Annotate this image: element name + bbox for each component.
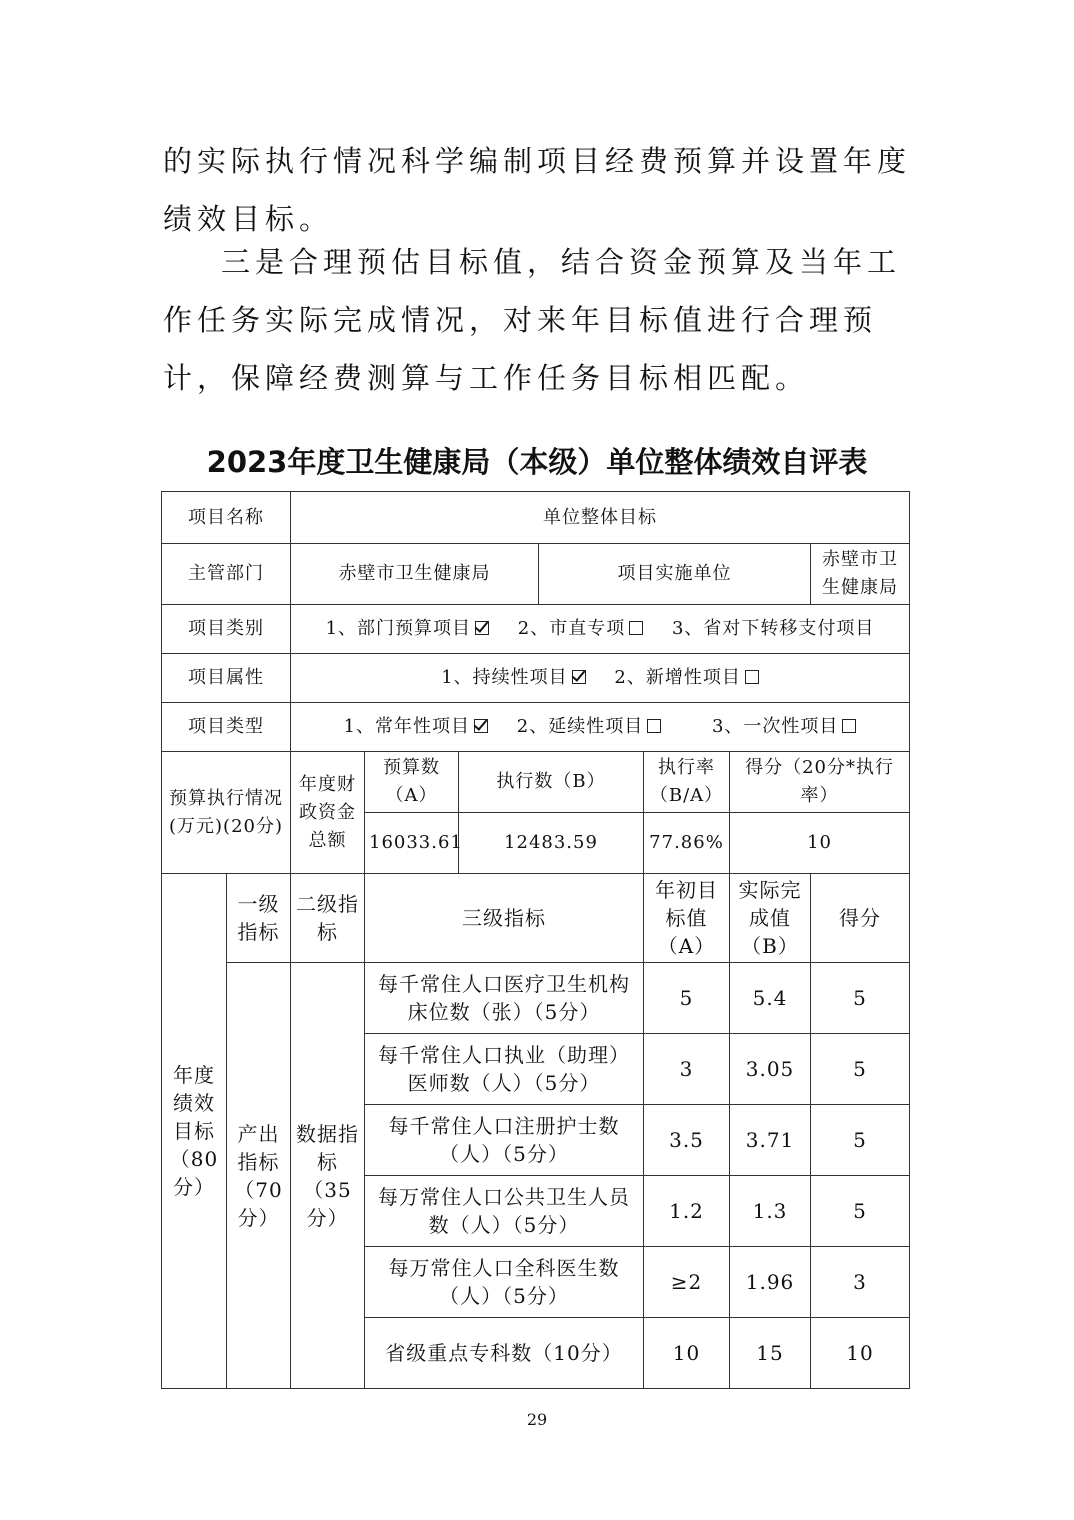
label-actual: 实际完成值（B） — [730, 874, 811, 963]
label-rate: 执行率（B/A） — [644, 752, 730, 813]
indicator-target: 10 — [644, 1318, 730, 1389]
indicator-target: 1.2 — [644, 1176, 730, 1247]
category-options — [291, 605, 910, 654]
label-level2: 二级指标 — [291, 874, 365, 963]
indicator-name: 每万常住人口全科医生数（人）（5分） — [365, 1247, 644, 1318]
indicator-score: 5 — [811, 963, 910, 1034]
unchecked-box-icon[interactable] — [629, 621, 643, 635]
label-level1: 一级指标 — [227, 874, 291, 963]
table-title: 2023年度卫生健康局（本级）单位整体绩效自评表 — [206, 445, 868, 479]
checked-box-icon[interactable] — [474, 719, 488, 733]
attribute-option-1: 1、持续性项目 — [441, 667, 568, 688]
table-row — [162, 544, 910, 605]
value-executed: 12483.59 — [459, 813, 644, 874]
label-impl-unit: 项目实施单位 — [539, 544, 811, 605]
type-option-1: 1、常年性项目 — [343, 716, 471, 737]
label-attribute: 项目属性 — [162, 654, 291, 703]
type-option-2: 2、延续性项目 — [516, 716, 644, 737]
indicator-target: 3 — [644, 1034, 730, 1105]
value-impl-unit: 赤壁市卫生健康局 — [811, 544, 910, 605]
indicator-name: 每万常住人口公共卫生人员数（人）（5分） — [365, 1176, 644, 1247]
indicator-name: 每千常住人口注册护士数（人）（5分） — [365, 1105, 644, 1176]
label-budget-exec: 预算执行情况(万元)(20分) — [162, 752, 291, 874]
attribute-options — [291, 654, 910, 703]
indicator-actual: 3.71 — [730, 1105, 811, 1176]
table-row — [162, 654, 910, 703]
table-row — [162, 703, 910, 752]
indicator-actual: 15 — [730, 1318, 811, 1389]
unchecked-box-icon[interactable] — [745, 670, 759, 684]
type-option-3: 3、一次性项目 — [711, 716, 839, 737]
indicator-target: 5 — [644, 963, 730, 1034]
indicator-actual: 5.4 — [730, 963, 811, 1034]
value-rate: 77.86% — [644, 813, 730, 874]
value-dept: 赤壁市卫生健康局 — [291, 544, 539, 605]
value-budget: 16033.61 — [365, 813, 459, 874]
label-category: 项目类别 — [162, 605, 291, 654]
checked-box-icon[interactable] — [475, 621, 489, 635]
indicator-actual: 1.96 — [730, 1247, 811, 1318]
table-row — [162, 492, 910, 544]
indicator-score: 5 — [811, 1034, 910, 1105]
label-score-formula: 得分（20分*执行率） — [730, 752, 910, 813]
indicator-actual: 3.05 — [730, 1034, 811, 1105]
label-dept: 主管部门 — [162, 544, 291, 605]
label-level3: 三级指标 — [365, 874, 644, 963]
indicator-name: 每千常住人口医疗卫生机构床位数（张）（5分） — [365, 963, 644, 1034]
attribute-option-2: 2、新增性项目 — [614, 667, 741, 688]
unchecked-box-icon[interactable] — [647, 719, 661, 733]
label-output: 产出指标（70分） — [227, 963, 291, 1389]
indicator-name: 每千常住人口执业（助理）医师数（人）（5分） — [365, 1034, 644, 1105]
label-exec-b: 执行数（B） — [459, 752, 644, 813]
table-row — [162, 963, 910, 1034]
indicator-score: 10 — [811, 1318, 910, 1389]
label-target: 年初目标值（A） — [644, 874, 730, 963]
indicator-name: 省级重点专科数（10分） — [365, 1318, 644, 1389]
category-option-2: 2、市直专项 — [517, 618, 626, 639]
indicator-score: 5 — [811, 1105, 910, 1176]
category-option-3: 3、省对下转移支付项目 — [671, 618, 875, 639]
table-row — [162, 874, 910, 963]
category-option-1: 1、部门预算项目 — [325, 618, 472, 639]
indicator-score: 3 — [811, 1247, 910, 1318]
label-annual-goal: 年度绩效目标（80分） — [162, 874, 227, 1389]
paragraph-continued: 的实际执行情况科学编制项目经费预算并设置年度绩效目标。 — [163, 144, 912, 236]
label-budget-a: 预算数（A） — [365, 752, 459, 813]
unchecked-box-icon[interactable] — [842, 719, 856, 733]
label-score: 得分 — [811, 874, 910, 963]
indicator-actual: 1.3 — [730, 1176, 811, 1247]
checked-box-icon[interactable] — [572, 670, 586, 684]
label-type: 项目类型 — [162, 703, 291, 752]
label-annual-funds: 年度财政资金总额 — [291, 752, 365, 874]
label-data-indicator: 数据指标（35分） — [291, 963, 365, 1389]
page-number: 29 — [526, 1410, 548, 1429]
indicator-score: 5 — [811, 1176, 910, 1247]
table-row — [162, 752, 910, 813]
indicator-target: ≥2 — [644, 1247, 730, 1318]
indicator-target: 3.5 — [644, 1105, 730, 1176]
type-options — [291, 703, 910, 752]
label-project-name: 项目名称 — [162, 492, 291, 544]
paragraph-third-point: 三是合理预估目标值，结合资金预算及当年工作任务实际完成情况，对来年目标值进行合理预计，保障经费测算与工作任务目标相匹配。 — [163, 245, 902, 395]
self-evaluation-table — [161, 491, 910, 1389]
table-row — [162, 605, 910, 654]
value-project-name: 单位整体目标 — [291, 492, 910, 544]
value-score: 10 — [730, 813, 910, 874]
